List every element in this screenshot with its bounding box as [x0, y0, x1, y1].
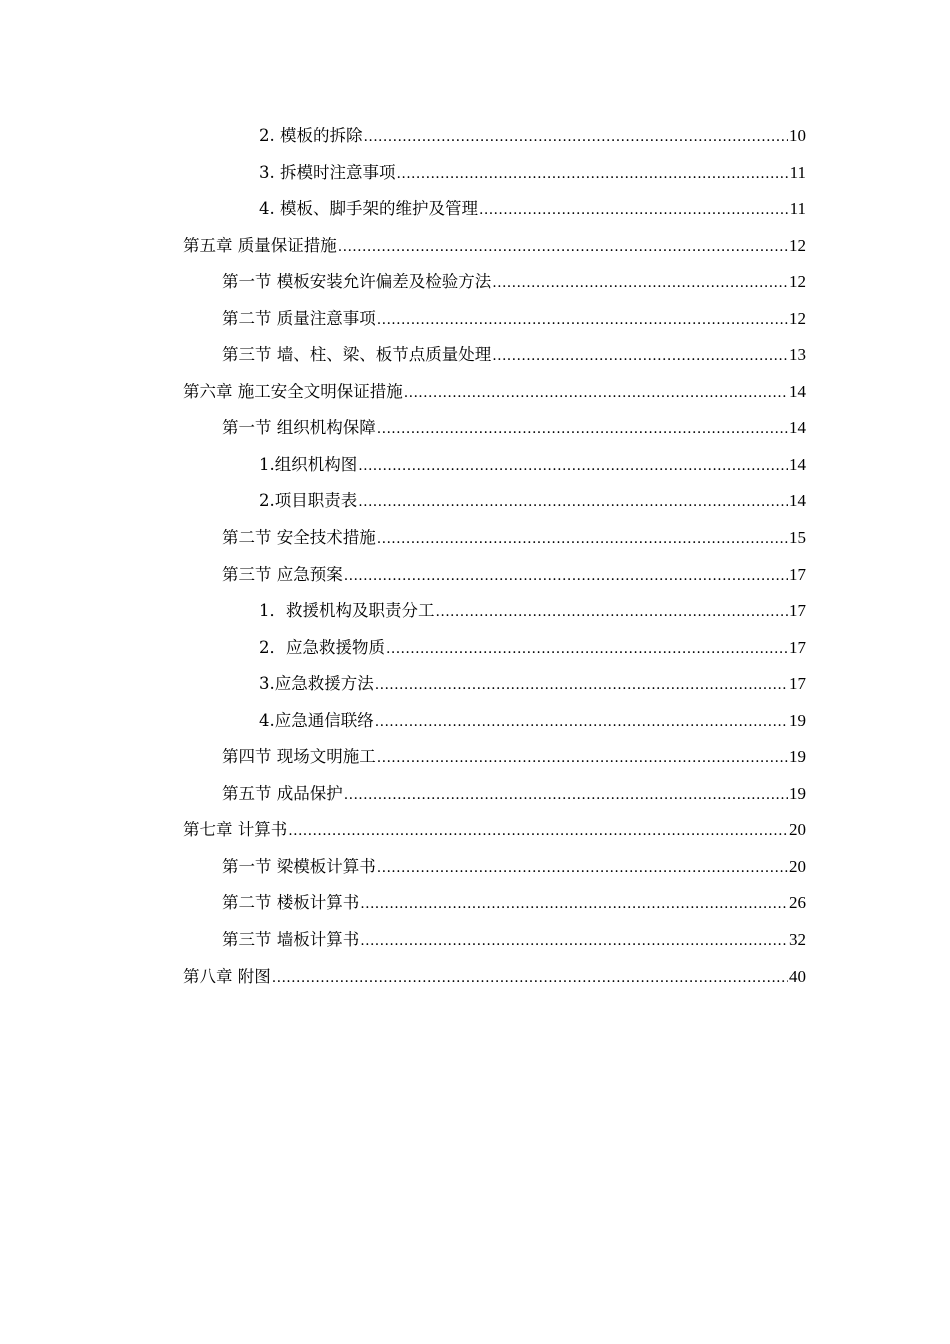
toc-page-number[interactable]: 19 [789, 783, 806, 803]
toc-entry[interactable] [259, 631, 806, 668]
toc-entry[interactable] [259, 594, 806, 631]
toc-chapter-entry[interactable] [183, 229, 806, 266]
toc-page-number[interactable]: 12 [789, 308, 806, 328]
toc-entry-title[interactable]: 第五章 质量保证措施 [183, 235, 337, 255]
toc-page-number[interactable]: 12 [789, 272, 806, 292]
toc-section-entry[interactable] [222, 411, 806, 448]
toc-section-entry[interactable] [222, 886, 806, 923]
toc-entry-title[interactable]: 2. 模板的拆除 [259, 126, 363, 145]
toc-entry-title[interactable]: 第七章 计算书 [183, 820, 288, 840]
toc-page-number[interactable]: 14 [789, 454, 806, 474]
toc-dot-leader [492, 345, 788, 367]
toc-section-entry[interactable] [222, 923, 806, 960]
toc-entry-title[interactable]: 第一节 组织机构保障 [222, 418, 376, 438]
toc-page-number[interactable]: 17 [789, 674, 806, 694]
toc-section-entry[interactable] [222, 558, 806, 595]
toc-page-number[interactable]: 20 [789, 856, 806, 876]
toc-dot-leader [479, 199, 789, 221]
toc-chapter-entry[interactable] [183, 813, 806, 850]
toc-page-number[interactable]: 11 [789, 199, 806, 219]
toc-section-entry[interactable] [222, 265, 806, 302]
toc-entry-title[interactable]: 第六章 施工安全文明保证措施 [183, 381, 403, 401]
toc-entry-title[interactable]: 第八章 附图 [183, 966, 271, 986]
toc-page-number[interactable]: 19 [789, 710, 806, 730]
toc-entry-title[interactable]: 第二节 质量注意事项 [222, 308, 376, 328]
toc-entry[interactable] [259, 192, 806, 229]
toc-dot-leader [375, 711, 788, 733]
toc-entry-title[interactable]: 第五节 成品保护 [222, 783, 343, 803]
table-of-contents [0, 119, 950, 996]
toc-entry-title[interactable]: 第一节 模板安装允许偏差及检验方法 [222, 272, 492, 292]
toc-entry-title[interactable]: 1．救援机构及职责分工 [259, 601, 435, 621]
toc-dot-leader [358, 455, 788, 477]
toc-page-number[interactable]: 40 [789, 966, 806, 986]
toc-entry-title[interactable]: 3. 拆模时注意事项 [259, 162, 396, 182]
toc-section-entry[interactable] [222, 338, 806, 375]
toc-dot-leader [436, 601, 789, 623]
toc-page-number[interactable]: 17 [789, 601, 806, 621]
toc-section-entry[interactable] [222, 302, 806, 339]
toc-entry-title[interactable]: 4. 模板、脚手架的维护及管理 [259, 199, 478, 219]
toc-entry-title[interactable]: 第三节 墙、柱、梁、板节点质量处理 [222, 345, 492, 365]
toc-entry[interactable] [259, 704, 806, 741]
toc-page-number[interactable]: 14 [789, 418, 806, 438]
toc-dot-leader [344, 784, 788, 806]
toc-dot-leader [492, 272, 788, 294]
toc-entry-title[interactable]: 3.应急救援方法 [259, 674, 374, 694]
toc-page-number[interactable]: 17 [789, 637, 806, 657]
toc-page-number[interactable]: 17 [789, 564, 806, 584]
toc-entry-title[interactable]: 第二节 楼板计算书 [222, 893, 360, 913]
toc-dot-leader [377, 747, 788, 769]
toc-page-number[interactable]: 14 [789, 381, 806, 401]
toc-chapter-entry[interactable] [183, 960, 806, 997]
toc-dot-leader [344, 565, 788, 587]
toc-section-entry[interactable] [222, 850, 806, 887]
toc-page-number[interactable]: 11 [789, 162, 806, 182]
toc-page-number[interactable]: 14 [789, 491, 806, 511]
toc-entry[interactable] [259, 156, 806, 193]
toc-dot-leader [375, 674, 788, 696]
toc-dot-leader [397, 163, 789, 185]
toc-entry-title[interactable]: 2．应急救援物质 [259, 637, 385, 657]
toc-entry[interactable] [259, 448, 806, 485]
toc-dot-leader [377, 528, 788, 550]
toc-page-number[interactable]: 15 [789, 528, 806, 548]
toc-entry-title[interactable]: 第二节 安全技术措施 [222, 528, 376, 548]
toc-page-number[interactable]: 10 [789, 126, 806, 145]
toc-page-number[interactable]: 20 [789, 820, 806, 840]
toc-dot-leader [364, 126, 789, 148]
toc-section-entry[interactable] [222, 521, 806, 558]
toc-page-number[interactable]: 13 [789, 345, 806, 365]
toc-dot-leader [377, 309, 788, 331]
toc-page-number[interactable]: 26 [789, 893, 806, 913]
toc-entry[interactable] [259, 484, 806, 521]
toc-entry-title[interactable]: 1.组织机构图 [259, 454, 358, 474]
toc-page-number[interactable]: 32 [789, 930, 806, 950]
toc-entry-title[interactable]: 第三节 应急预案 [222, 564, 343, 584]
toc-entry[interactable] [259, 119, 806, 156]
toc-dot-leader [386, 638, 788, 660]
toc-dot-leader [358, 491, 788, 513]
toc-page-number[interactable]: 12 [789, 235, 806, 255]
toc-dot-leader [404, 382, 788, 404]
toc-section-entry[interactable] [222, 777, 806, 814]
toc-page-number[interactable]: 19 [789, 747, 806, 767]
toc-dot-leader [338, 236, 788, 258]
toc-dot-leader [272, 967, 788, 989]
toc-dot-leader [360, 893, 788, 915]
toc-dot-leader [377, 418, 788, 440]
toc-section-entry[interactable] [222, 740, 806, 777]
toc-entry-title[interactable]: 第四节 现场文明施工 [222, 747, 376, 767]
toc-entry-title[interactable]: 第一节 梁模板计算书 [222, 856, 376, 876]
toc-dot-leader [377, 857, 788, 879]
toc-entry-title[interactable]: 4.应急通信联络 [259, 710, 374, 730]
toc-dot-leader [288, 820, 788, 842]
toc-entry-title[interactable]: 第三节 墙板计算书 [222, 930, 360, 950]
toc-entry[interactable] [259, 667, 806, 704]
toc-dot-leader [360, 930, 788, 952]
toc-entry-title[interactable]: 2.项目职责表 [259, 491, 358, 511]
toc-chapter-entry[interactable] [183, 375, 806, 412]
